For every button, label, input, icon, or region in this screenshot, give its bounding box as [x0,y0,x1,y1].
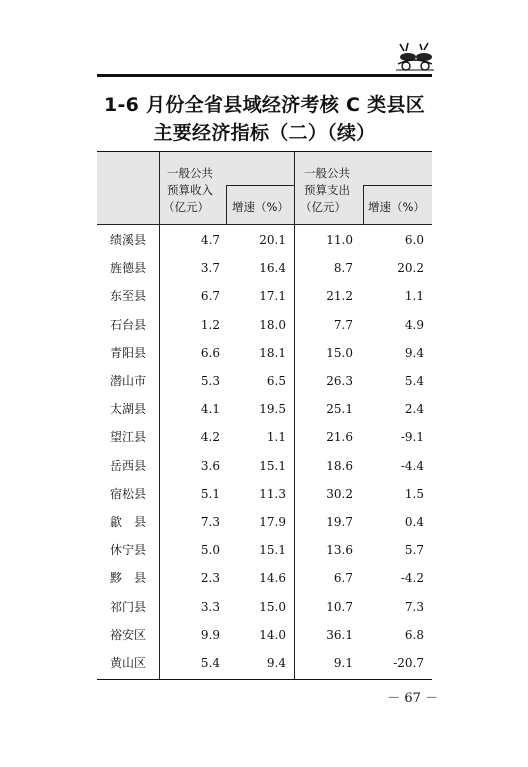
table-row [97,395,432,423]
expenditure-value: 13.6 [326,543,353,558]
revenue-header-unit: （亿元） [163,200,209,214]
revenue-growth: 15.1 [259,458,286,473]
county-name: 青阳县 [109,345,146,360]
expenditure-value: 7.7 [333,317,353,332]
expenditure-growth: 5.7 [404,543,424,558]
revenue-growth: 17.9 [259,515,286,529]
table-row [97,311,432,339]
revenue-value: 4.7 [200,233,220,247]
table-row [97,480,432,508]
revenue-growth: 20.1 [259,233,286,247]
revenue-value: 6.7 [200,289,220,304]
table-row [97,282,432,310]
county-name: 望江县 [109,430,146,445]
expenditure-value: 10.7 [326,599,353,614]
county-name: 裕安区 [109,627,146,642]
expenditure-growth: -9.1 [400,430,424,445]
page-number: － 67 － [387,691,438,706]
economic-indicators-table [97,151,432,680]
table-row [97,226,432,254]
revenue-value: 3.6 [200,458,220,473]
expenditure-header-line2: 预算支出 [304,183,350,197]
revenue-value: 5.3 [200,374,220,388]
revenue-value: 5.4 [200,656,220,670]
expenditure-growth: 20.2 [397,261,424,276]
expenditure-growth: 1.5 [404,486,424,501]
expenditure-growth: 0.4 [404,515,424,529]
header-divider [363,185,364,224]
revenue-growth-header: 增速（%） [232,200,289,214]
expenditure-value: 9.1 [333,656,353,670]
revenue-value: 4.2 [200,430,220,445]
header-bottom-rule [97,224,432,225]
expenditure-growth-header: 增速（%） [368,200,425,214]
revenue-value: 9.9 [200,627,220,642]
revenue-header-line2: 预算收入 [167,183,213,197]
revenue-growth: 15.1 [259,543,286,558]
county-name: 岳西县 [109,458,146,473]
revenue-growth: 18.0 [259,317,286,332]
county-name: 绩溪县 [109,233,146,247]
expenditure-value: 21.6 [326,430,353,445]
header-subrule [226,185,294,186]
expenditure-value: 8.7 [333,261,353,276]
header-divider [294,152,295,224]
county-name: 休宁县 [109,543,146,558]
revenue-header-line1: 一般公共 [167,166,213,180]
expenditure-growth: -20.7 [393,656,424,670]
revenue-growth: 14.6 [259,571,286,586]
expenditure-growth: 6.8 [404,627,424,642]
revenue-growth: 11.3 [259,486,286,501]
page-title: 1-6 月份全省县域经济考核 C 类县区 [103,94,426,116]
expenditure-value: 26.3 [326,374,353,388]
table-row [97,649,432,677]
revenue-growth: 16.4 [259,261,286,276]
expenditure-header-unit: （亿元） [300,200,346,214]
expenditure-header-line1: 一般公共 [304,166,350,180]
revenue-growth: 18.1 [259,345,286,360]
expenditure-value: 21.2 [326,289,353,304]
expenditure-growth: 2.4 [404,402,424,417]
county-name: 潜山市 [109,374,146,388]
header-divider [226,185,227,224]
county-name: 黟 县 [109,571,146,586]
expenditure-growth: 1.1 [404,289,424,304]
county-name: 黄山区 [109,656,146,670]
expenditure-value: 18.6 [326,458,353,473]
county-name: 石台县 [109,317,146,332]
revenue-growth: 17.1 [259,289,286,304]
revenue-value: 6.6 [200,345,220,360]
expenditure-value: 6.7 [333,571,353,586]
expenditure-value: 36.1 [326,627,353,642]
expenditure-growth: -4.4 [400,458,424,473]
revenue-value: 4.1 [200,402,220,417]
table-row [97,423,432,451]
expenditure-value: 15.0 [326,345,353,360]
county-name: 宿松县 [109,486,146,501]
revenue-value: 1.2 [200,317,220,332]
revenue-growth: 15.0 [259,599,286,614]
ox-cart-logo-icon [394,42,436,72]
expenditure-growth: 5.4 [404,374,424,388]
county-name: 太湖县 [109,402,146,417]
table-row [97,254,432,282]
expenditure-growth: 6.0 [404,233,424,247]
expenditure-growth: 9.4 [404,345,424,360]
table-row [97,508,432,536]
expenditure-value: 30.2 [326,486,353,501]
table-row [97,536,432,564]
expenditure-value: 25.1 [326,402,353,417]
revenue-value: 5.1 [200,486,220,501]
revenue-growth: 9.4 [266,656,286,670]
revenue-value: 3.3 [200,599,220,614]
table-row [97,339,432,367]
header-subrule [363,185,432,186]
header-rule [97,74,432,77]
expenditure-growth: 7.3 [404,599,424,614]
expenditure-value: 11.0 [326,233,353,247]
table-row [97,452,432,480]
page-subtitle: 主要经济指标（二）（续） [153,122,376,144]
revenue-value: 2.3 [200,571,220,586]
table-row [97,593,432,621]
county-name: 旌德县 [109,261,146,276]
revenue-growth: 19.5 [259,402,286,417]
expenditure-growth: -4.2 [400,571,424,586]
revenue-growth: 6.5 [266,374,286,388]
expenditure-value: 19.7 [326,515,353,529]
revenue-value: 3.7 [200,261,220,276]
county-name: 歙 县 [109,515,146,529]
county-name: 东至县 [109,289,146,304]
header-divider [159,152,160,224]
revenue-value: 5.0 [200,543,220,558]
expenditure-growth: 4.9 [404,317,424,332]
revenue-growth: 1.1 [266,430,286,445]
county-name: 祁门县 [109,599,146,614]
revenue-value: 7.3 [200,515,220,529]
table-row [97,564,432,592]
revenue-growth: 14.0 [259,627,286,642]
table-row [97,621,432,649]
table-row [97,367,432,395]
